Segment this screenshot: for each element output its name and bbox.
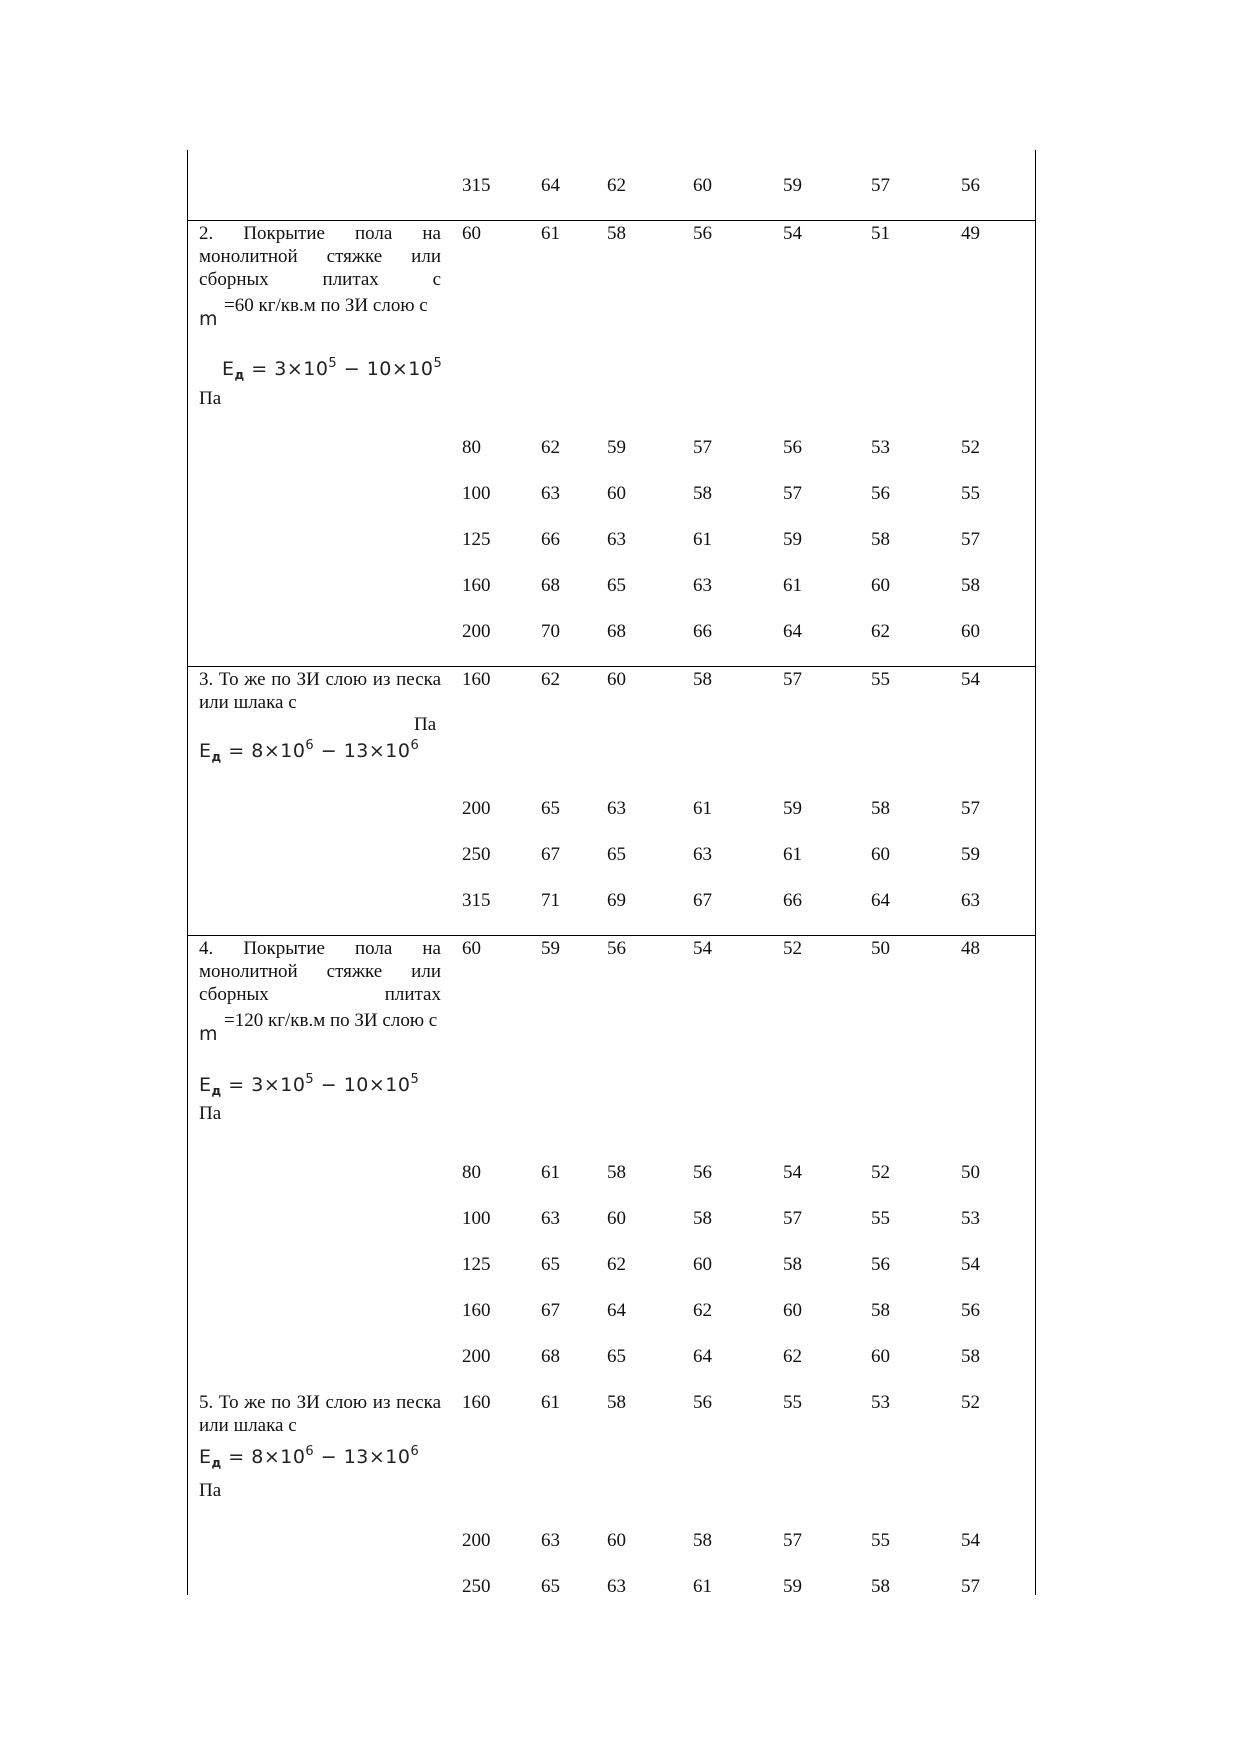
cell: 60 (871, 844, 890, 865)
table-row (188, 1207, 1035, 1253)
cell: 66 (693, 621, 712, 642)
cell: 58 (871, 1300, 890, 1321)
cell-thickness: 160 (462, 575, 491, 596)
cell: 65 (541, 1576, 560, 1597)
mass-text: =120 кг/кв.м по ЗИ слою с (224, 1010, 438, 1031)
cell: 61 (693, 1576, 712, 1597)
cell: 62 (607, 1254, 626, 1275)
cell: 61 (541, 1162, 560, 1183)
cell: 63 (961, 890, 980, 911)
cell: 63 (607, 529, 626, 550)
cell: 58 (693, 669, 712, 690)
section-description: 2. Покрытие пола на монолитной стяжке или сборных плитах с (199, 223, 441, 290)
cell-thickness: 315 (462, 175, 491, 196)
cell: 64 (871, 890, 890, 911)
table-row (188, 889, 1035, 935)
cell: 71 (541, 890, 560, 911)
cell: 50 (961, 1162, 980, 1183)
cell: 58 (693, 483, 712, 504)
section-description: 4. Покрытие пола на монолитной стяжке или сборных плитах (199, 938, 441, 1005)
cell: 57 (783, 1530, 802, 1551)
cell-thickness: 250 (462, 844, 491, 865)
cell: 54 (961, 1254, 980, 1275)
table-row (188, 174, 1035, 220)
cell: 52 (871, 1162, 890, 1183)
cell: 58 (961, 1346, 980, 1367)
cell: 68 (541, 575, 560, 596)
cell: 63 (541, 1530, 560, 1551)
cell: 60 (693, 175, 712, 196)
cell: 64 (607, 1300, 626, 1321)
cell-thickness: 160 (462, 1300, 491, 1321)
cell: 60 (607, 1208, 626, 1229)
cell: 53 (961, 1208, 980, 1229)
mass-symbol: m (199, 308, 218, 330)
cell: 58 (607, 223, 626, 244)
table-row (188, 937, 1035, 983)
table-row (188, 1253, 1035, 1299)
cell: 57 (871, 175, 890, 196)
cell: 56 (693, 1162, 712, 1183)
cell: 60 (783, 1300, 802, 1321)
cell: 55 (961, 483, 980, 504)
cell: 62 (541, 669, 560, 690)
cell: 58 (607, 1162, 626, 1183)
section-description: 3. То же по ЗИ слою из песка или шлака с (199, 669, 441, 713)
cell: 60 (607, 483, 626, 504)
table-row (188, 1161, 1035, 1207)
cell-thickness: 160 (462, 1392, 491, 1413)
cell: 56 (693, 223, 712, 244)
cell: 68 (541, 1346, 560, 1367)
cell: 60 (961, 621, 980, 642)
cell: 57 (783, 1208, 802, 1229)
table-row (188, 482, 1035, 528)
cell: 62 (783, 1346, 802, 1367)
cell-thickness: 200 (462, 621, 491, 642)
cell: 54 (783, 1162, 802, 1183)
table-row (188, 222, 1035, 268)
cell-thickness: 125 (462, 1254, 491, 1275)
cell: 55 (871, 1530, 890, 1551)
cell: 57 (961, 798, 980, 819)
cell: 65 (607, 575, 626, 596)
cell: 63 (693, 575, 712, 596)
unit-label: Па (414, 714, 437, 735)
modulus-formula: $Е_д = 8\times 10^6 - 13\times 10^6$ (199, 1444, 420, 1470)
unit-label: Па (199, 388, 222, 409)
cell: 59 (783, 1576, 802, 1597)
cell: 56 (607, 938, 626, 959)
cell: 50 (871, 938, 890, 959)
section-description: 5. То же по ЗИ слою из песка или шлака с (199, 1392, 441, 1436)
cell: 58 (783, 1254, 802, 1275)
table-row (188, 668, 1035, 714)
cell: 64 (693, 1346, 712, 1367)
cell: 53 (871, 437, 890, 458)
cell: 52 (961, 437, 980, 458)
cell: 63 (541, 483, 560, 504)
cell: 54 (783, 223, 802, 244)
mass-symbol: m (199, 1023, 218, 1045)
cell: 58 (961, 575, 980, 596)
table-row (188, 528, 1035, 574)
cell: 58 (871, 529, 890, 550)
cell: 61 (541, 223, 560, 244)
section-divider (188, 935, 1035, 936)
cell: 51 (871, 223, 890, 244)
cell: 67 (541, 844, 560, 865)
cell: 54 (961, 669, 980, 690)
cell: 66 (541, 529, 560, 550)
cell: 54 (693, 938, 712, 959)
cell-thickness: 60 (462, 223, 481, 244)
cell: 58 (693, 1208, 712, 1229)
cell-thickness: 200 (462, 798, 491, 819)
cell: 57 (783, 483, 802, 504)
cell: 57 (961, 1576, 980, 1597)
cell: 55 (783, 1392, 802, 1413)
cell: 62 (693, 1300, 712, 1321)
cell-thickness: 125 (462, 529, 491, 550)
cell: 65 (541, 798, 560, 819)
cell-thickness: 60 (462, 938, 481, 959)
cell: 58 (871, 798, 890, 819)
cell: 56 (871, 483, 890, 504)
table-row (188, 1529, 1035, 1575)
cell-thickness: 80 (462, 437, 481, 458)
cell: 59 (607, 437, 626, 458)
cell: 58 (607, 1392, 626, 1413)
cell: 55 (871, 669, 890, 690)
cell: 60 (871, 575, 890, 596)
cell: 63 (607, 1576, 626, 1597)
cell-thickness: 100 (462, 483, 491, 504)
table-row (188, 574, 1035, 620)
cell: 61 (693, 529, 712, 550)
table-row (188, 620, 1035, 666)
cell: 57 (961, 529, 980, 550)
cell: 63 (541, 1208, 560, 1229)
cell: 62 (607, 175, 626, 196)
cell: 53 (871, 1392, 890, 1413)
cell: 56 (961, 1300, 980, 1321)
cell: 59 (783, 175, 802, 196)
cell-thickness: 160 (462, 669, 491, 690)
cell: 63 (607, 798, 626, 819)
cell: 56 (693, 1392, 712, 1413)
cell: 60 (871, 1346, 890, 1367)
cell: 61 (783, 844, 802, 865)
cell: 60 (607, 669, 626, 690)
cell: 67 (693, 890, 712, 911)
table-row (188, 436, 1035, 482)
table-row (188, 1575, 1035, 1621)
cell-thickness: 100 (462, 1208, 491, 1229)
cell: 64 (541, 175, 560, 196)
table-row (188, 1345, 1035, 1391)
noise-level-table (187, 150, 1036, 1595)
cell-thickness: 80 (462, 1162, 481, 1183)
cell: 64 (783, 621, 802, 642)
modulus-formula: $Е_д = 3\times 10^5 - 10\times 10^5$ (199, 1072, 420, 1098)
cell: 55 (871, 1208, 890, 1229)
cell: 56 (871, 1254, 890, 1275)
unit-label: Па (199, 1103, 222, 1124)
cell: 52 (783, 938, 802, 959)
table-row (188, 1391, 1035, 1437)
section-divider (188, 220, 1035, 221)
cell: 68 (607, 621, 626, 642)
cell: 70 (541, 621, 560, 642)
cell-thickness: 200 (462, 1530, 491, 1551)
cell: 61 (541, 1392, 560, 1413)
cell: 57 (693, 437, 712, 458)
cell: 65 (607, 1346, 626, 1367)
table-row (188, 797, 1035, 843)
modulus-formula: $Е_д = 8\times 10^6 - 13\times 10^6$ (199, 738, 420, 764)
section-divider (188, 666, 1035, 667)
cell: 60 (693, 1254, 712, 1275)
cell: 58 (871, 1576, 890, 1597)
cell: 61 (693, 798, 712, 819)
cell: 69 (607, 890, 626, 911)
unit-label: Па (199, 1480, 222, 1501)
cell: 66 (783, 890, 802, 911)
cell: 48 (961, 938, 980, 959)
mass-text: =60 кг/кв.м по ЗИ слою с (224, 295, 428, 316)
cell: 57 (783, 669, 802, 690)
cell: 59 (541, 938, 560, 959)
cell: 58 (693, 1530, 712, 1551)
table-row (188, 1299, 1035, 1345)
cell: 59 (961, 844, 980, 865)
cell: 62 (871, 621, 890, 642)
cell: 67 (541, 1300, 560, 1321)
cell-thickness: 200 (462, 1346, 491, 1367)
cell: 59 (783, 798, 802, 819)
cell-thickness: 315 (462, 890, 491, 911)
cell-thickness: 250 (462, 1576, 491, 1597)
modulus-formula: $Е_д = 3\times 10^5 - 10\times 10^5$ (222, 356, 443, 382)
cell: 59 (783, 529, 802, 550)
cell: 63 (693, 844, 712, 865)
table-row (188, 843, 1035, 889)
cell: 65 (541, 1254, 560, 1275)
cell: 65 (607, 844, 626, 865)
cell: 54 (961, 1530, 980, 1551)
cell: 62 (541, 437, 560, 458)
cell: 49 (961, 223, 980, 244)
cell: 52 (961, 1392, 980, 1413)
cell: 61 (783, 575, 802, 596)
cell: 56 (783, 437, 802, 458)
cell: 60 (607, 1530, 626, 1551)
cell: 56 (961, 175, 980, 196)
